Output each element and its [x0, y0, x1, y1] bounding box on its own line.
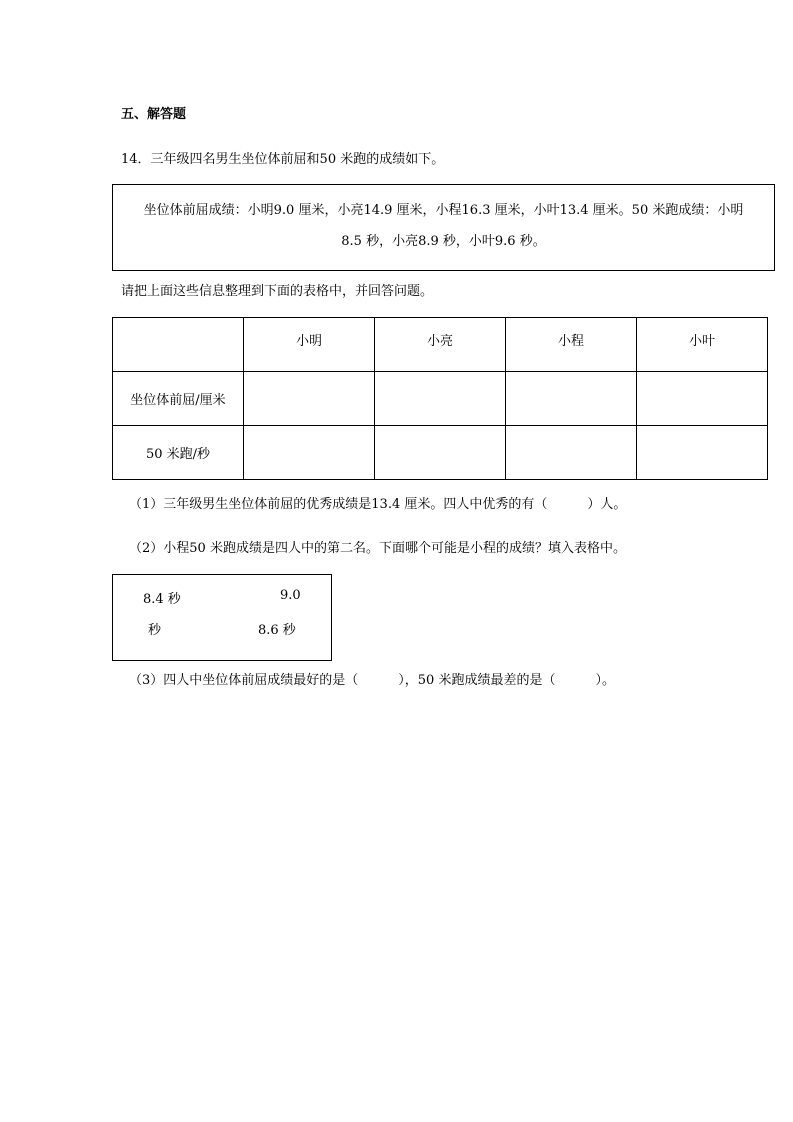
sub-question-3-part3: ）。 [595, 673, 615, 688]
answer-cell[interactable] [637, 426, 768, 480]
sub-question-3-part2: ），50 米跑成绩最差的是（ [398, 673, 556, 688]
table-row [113, 426, 768, 480]
answer-cell[interactable] [637, 372, 768, 426]
info-box [112, 184, 775, 271]
table-corner-cell [113, 318, 244, 372]
answer-cell[interactable] [244, 372, 375, 426]
info-line-1: 坐位体前屈成绩：小明9.0 厘米，小亮14.9 厘米，小程16.3 厘米，小叶13.4 厘米。50 米跑成绩：小明 [143, 203, 744, 218]
instruction: 请把上面这些信息整理到下面的表格中，并回答问题。 [121, 284, 434, 299]
table-row [113, 372, 768, 426]
sub-question-2: （2）小程50 米跑成绩是四人中的第二名。下面哪个可能是小程的成绩？填入表格中。 [129, 541, 626, 556]
sub-question-1-text: （1）三年级男生坐位体前屈的优秀成绩是13.4 厘米。四人中优秀的有（ [129, 497, 548, 512]
answer-cell[interactable] [375, 372, 506, 426]
answer-cell[interactable] [375, 426, 506, 480]
choice-box [112, 574, 332, 661]
answer-cell[interactable] [244, 426, 375, 480]
table-header-row [113, 318, 768, 372]
question-stem: 14．三年级四名男生坐位体前屈和50 米跑的成绩如下。 [121, 152, 445, 167]
sub-question-1-end: ）人。 [587, 497, 627, 512]
table-header-xiaoye: 小叶 [637, 318, 768, 372]
table-header-xiaoliang: 小亮 [375, 318, 506, 372]
section-title: 五、解答题 [121, 107, 187, 122]
table-header-xiaoming: 小明 [244, 318, 375, 372]
choice-option: 秒 [148, 623, 162, 638]
sub-question-1 [129, 493, 626, 512]
info-line-2: 8.5 秒，小亮8.9 秒，小叶9.6 秒。 [341, 234, 546, 249]
results-table [112, 317, 768, 480]
answer-cell[interactable] [506, 426, 637, 480]
table-header-xiaocheng: 小程 [506, 318, 637, 372]
sub-question-3-part1: （3）四人中坐位体前屈成绩最好的是（ [129, 673, 359, 688]
choice-option: 8.4 秒 [143, 592, 181, 607]
answer-cell[interactable] [506, 372, 637, 426]
sub-question-3 [129, 669, 615, 688]
choice-option: 9.0 [280, 588, 301, 603]
row-label-sit-and-reach: 坐位体前屈/厘米 [113, 372, 244, 426]
row-label-50m-run: 50 米跑/秒 [113, 426, 244, 480]
choice-option: 8.6 秒 [258, 623, 296, 638]
